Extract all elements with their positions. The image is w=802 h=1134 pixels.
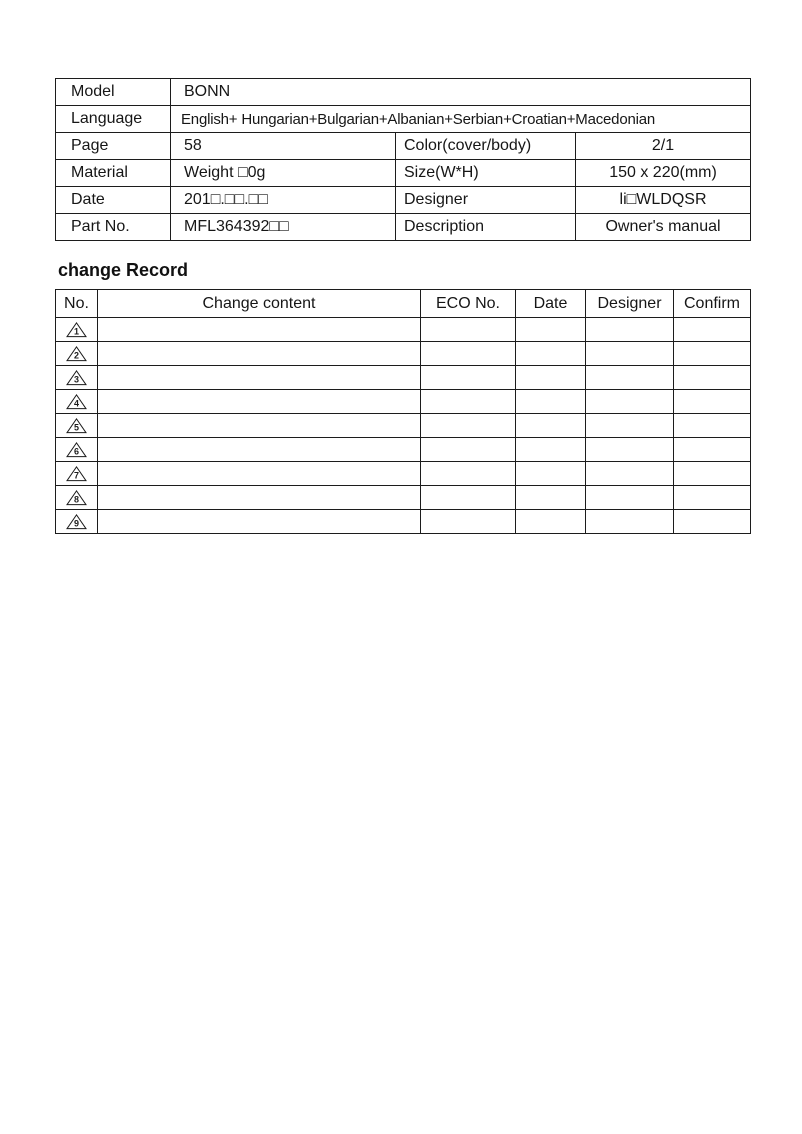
change-content-cell	[98, 486, 421, 510]
svg-text:3: 3	[74, 374, 79, 385]
confirm-cell	[674, 486, 751, 510]
spec-label-language: Language	[56, 106, 171, 133]
designer-cell	[586, 318, 674, 342]
change-content-cell	[98, 342, 421, 366]
spec-label-page: Page	[56, 133, 171, 160]
spec-label-material: Material	[56, 160, 171, 187]
change-no-cell	[56, 390, 98, 414]
header-confirm: Confirm	[674, 290, 751, 318]
change-no-cell	[56, 510, 98, 534]
eco-no-cell	[421, 318, 516, 342]
spec-label-designer: Designer	[396, 187, 576, 214]
change-no-cell	[56, 462, 98, 486]
svg-text:8: 8	[74, 494, 79, 505]
confirm-cell	[674, 438, 751, 462]
date-cell	[516, 438, 586, 462]
spec-value-page: 58	[171, 133, 396, 160]
spec-row-model	[56, 79, 751, 106]
confirm-cell	[674, 318, 751, 342]
change-record-row	[56, 414, 751, 438]
change-record-row	[56, 342, 751, 366]
eco-no-cell	[421, 342, 516, 366]
spec-row-material	[56, 160, 751, 187]
change-content-cell	[98, 414, 421, 438]
change-no-cell	[56, 414, 98, 438]
change-content-cell	[98, 366, 421, 390]
eco-no-cell	[421, 414, 516, 438]
confirm-cell	[674, 462, 751, 486]
eco-no-cell	[421, 510, 516, 534]
change-no-cell	[56, 342, 98, 366]
spec-table	[55, 78, 751, 241]
spec-value-date: 201□.□□.□□	[171, 187, 396, 214]
date-cell	[516, 510, 586, 534]
change-record-row	[56, 390, 751, 414]
spec-label-date: Date	[56, 187, 171, 214]
change-record-header-row	[56, 290, 751, 318]
change-content-cell	[98, 390, 421, 414]
designer-cell	[586, 342, 674, 366]
spec-row-language	[56, 106, 751, 133]
date-cell	[516, 414, 586, 438]
revision-triangle-icon	[66, 513, 87, 530]
change-no-cell	[56, 318, 98, 342]
header-no: No.	[56, 290, 98, 318]
header-designer: Designer	[586, 290, 674, 318]
header-eco-no: ECO No.	[421, 290, 516, 318]
revision-triangle-icon	[66, 321, 87, 338]
spec-label-partno: Part No.	[56, 214, 171, 241]
designer-cell	[586, 438, 674, 462]
svg-text:7: 7	[74, 470, 79, 481]
spec-value-model: BONN	[171, 79, 751, 106]
date-cell	[516, 366, 586, 390]
revision-triangle-icon	[66, 417, 87, 434]
spec-value-designer: li□WLDQSR	[576, 187, 751, 214]
svg-text:6: 6	[74, 446, 79, 457]
change-record-row	[56, 366, 751, 390]
spec-value-language: English+ Hungarian+Bulgarian+Albanian+Serbian+Croatian+Macedonian	[171, 106, 751, 133]
designer-cell	[586, 510, 674, 534]
confirm-cell	[674, 366, 751, 390]
designer-cell	[586, 414, 674, 438]
svg-text:1: 1	[74, 326, 79, 337]
header-change-content: Change content	[98, 290, 421, 318]
eco-no-cell	[421, 390, 516, 414]
spec-value-partno: MFL364392□□	[171, 214, 396, 241]
change-record-row	[56, 438, 751, 462]
date-cell	[516, 462, 586, 486]
revision-triangle-icon	[66, 369, 87, 386]
date-cell	[516, 342, 586, 366]
date-cell	[516, 486, 586, 510]
designer-cell	[586, 462, 674, 486]
change-record-row	[56, 486, 751, 510]
change-record-table	[55, 289, 751, 534]
spec-row-date	[56, 187, 751, 214]
spec-value-size: 150 x 220(mm)	[576, 160, 751, 187]
spec-label-model: Model	[56, 79, 171, 106]
designer-cell	[586, 366, 674, 390]
change-record-row	[56, 510, 751, 534]
confirm-cell	[674, 342, 751, 366]
change-content-cell	[98, 318, 421, 342]
designer-cell	[586, 390, 674, 414]
section-title: change Record	[58, 260, 189, 280]
eco-no-cell	[421, 366, 516, 390]
spec-value-description: Owner's manual	[576, 214, 751, 241]
change-content-cell	[98, 438, 421, 462]
eco-no-cell	[421, 486, 516, 510]
confirm-cell	[674, 414, 751, 438]
revision-triangle-icon	[66, 441, 87, 458]
change-no-cell	[56, 486, 98, 510]
change-content-cell	[98, 510, 421, 534]
spec-label-size: Size(W*H)	[396, 160, 576, 187]
revision-triangle-icon	[66, 393, 87, 410]
confirm-cell	[674, 390, 751, 414]
svg-text:5: 5	[74, 422, 79, 433]
designer-cell	[586, 486, 674, 510]
date-cell	[516, 318, 586, 342]
spec-label-description: Description	[396, 214, 576, 241]
revision-triangle-icon	[66, 465, 87, 482]
header-date: Date	[516, 290, 586, 318]
spec-value-weight: Weight □0g	[171, 160, 396, 187]
spec-value-color: 2/1	[576, 133, 751, 160]
svg-text:2: 2	[74, 350, 79, 361]
svg-text:9: 9	[74, 518, 79, 529]
svg-text:4: 4	[74, 398, 79, 409]
confirm-cell	[674, 510, 751, 534]
revision-triangle-icon	[66, 345, 87, 362]
eco-no-cell	[421, 462, 516, 486]
spec-row-page	[56, 133, 751, 160]
revision-triangle-icon	[66, 489, 87, 506]
spec-row-partno	[56, 214, 751, 241]
change-no-cell	[56, 366, 98, 390]
date-cell	[516, 390, 586, 414]
spec-label-color: Color(cover/body)	[396, 133, 576, 160]
change-record-row	[56, 318, 751, 342]
change-no-cell	[56, 438, 98, 462]
change-record-row	[56, 462, 751, 486]
change-content-cell	[98, 462, 421, 486]
eco-no-cell	[421, 438, 516, 462]
